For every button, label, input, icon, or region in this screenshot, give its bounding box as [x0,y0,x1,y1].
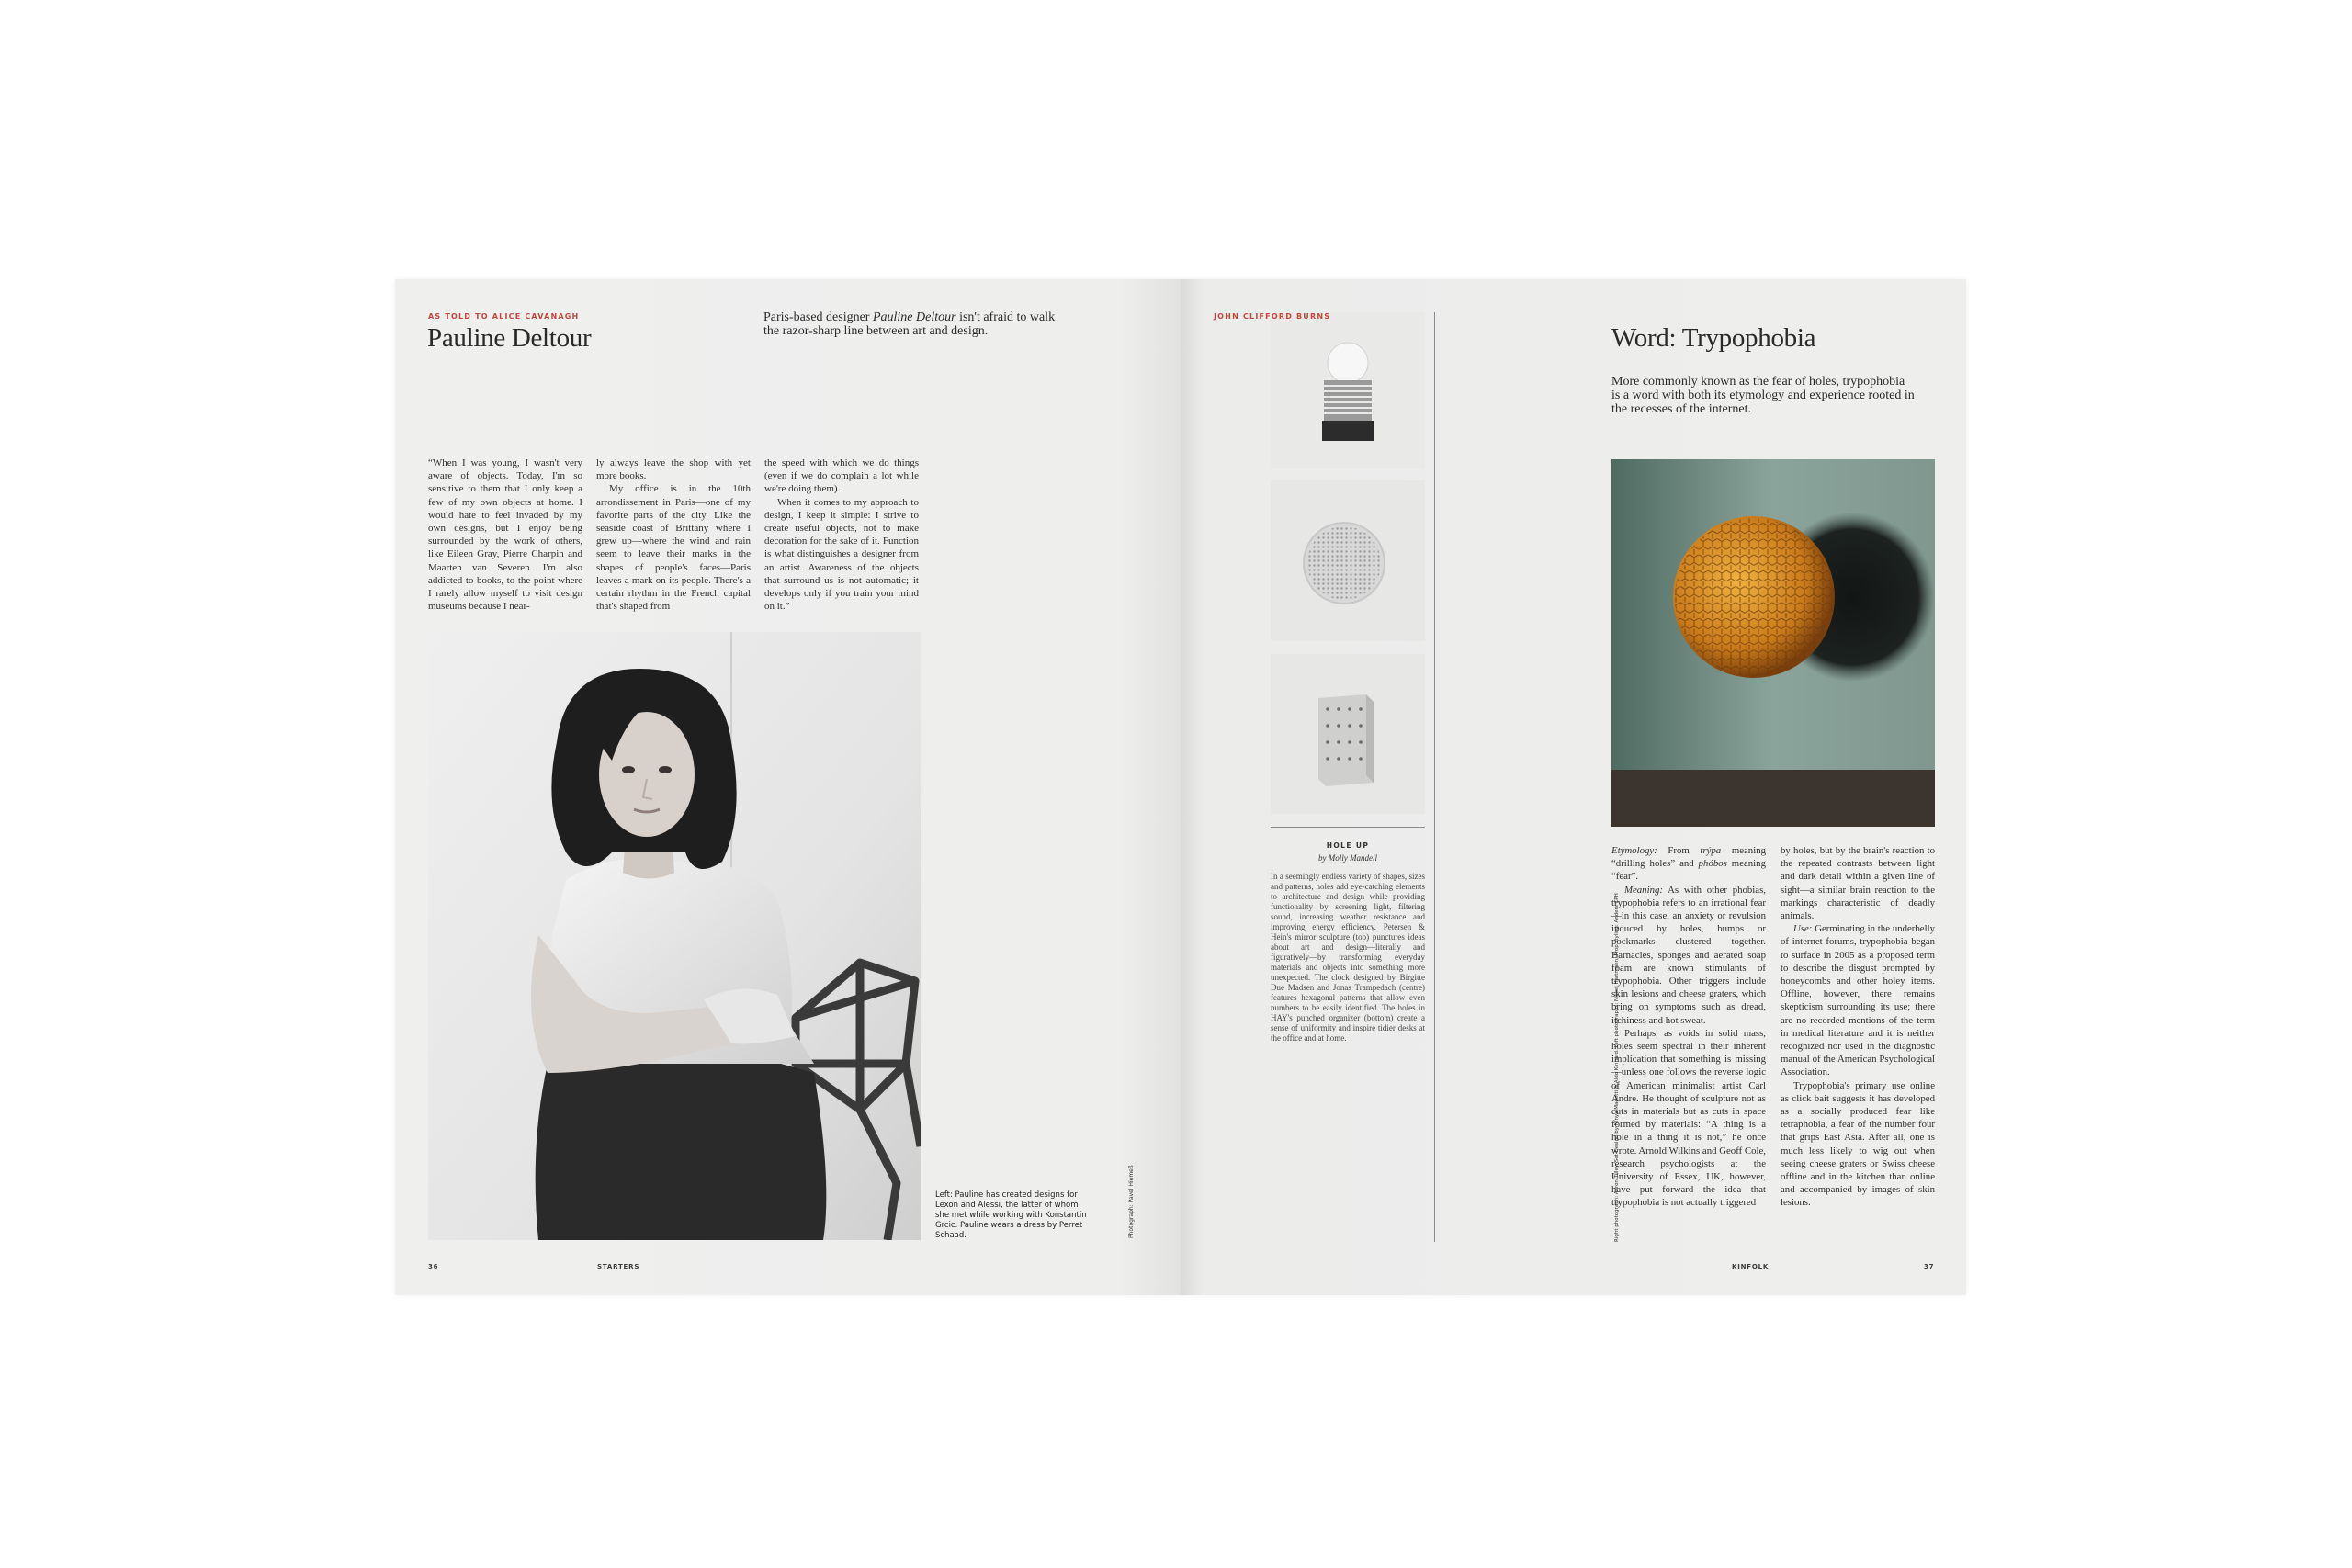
body-column-2: ly always leave the shop with yet more books. My office is in the 10th arrondissement in Paris—one of my favorite parts of the city. Like the seaside coast of Brittany where I grew up—where the wind and rain seem to leave their marks in the shapes of people's faces—Paris leaves a mark on its people. There's a certain rhythm in the French capital that's shaped from [596,457,751,613]
sidebar-title: HOLE UP [1326,841,1370,850]
etymology-paragraph: Etymology: From trýpa meaning “drilling holes” and phóbos meaning “fear”. [1611,845,1766,883]
article-title: Pauline Deltour [427,323,592,353]
use-paragraph: Use: Germinating in the underbelly of internet forums, trypophobia began to surface in 2005 as a proposed term to describe the disgust prompted by honeycombs and other holey items. Offline, however, there remains skepticism surrounding its use; there are no recorded mentions of the term in medical literature and it is neither recognized nor used in the diagnostic manual of the American Psychological Association. [1781,923,1935,1078]
sidebar-rule [1271,827,1425,828]
author-kicker: AS TOLD TO ALICE CAVANAGH [428,312,580,321]
punched-organizer-photo [1271,654,1425,814]
sidebar-body: In a seemingly endless variety of shapes, sizes and patterns, holes add eye-catching elements to architecture and design while providing functionality by screening light, filtering sound, increasing weather resistance and improving energy efficiency. Petersen & Hein's mirror sculpture (top) punctures ideas about art and design—literally and figuratively—by transforming everyday materials and objects into something more unexpected. The clock designed by Birgitte Due Madsen and Jonas Trampedach (centre) features hexagonal patterns that allow even numbers to be easily identified. The holes in HAY's punched organizer (bottom) create a sense of uniformity and inspire tidier desks at the office and at home. [1271,872,1425,1043]
author-kicker-right: JOHN CLIFFORD BURNS [1214,312,1331,321]
body-column-3: the speed with which we do things (even if we do complain a lot while we're doing them). When it comes to my approach to design, I keep it simple: I strive to create useful objects, not to make decoration for the sake of it. Function is what distinguishes a designer from an artist. Awareness of the objects that surround us is not automatic; it develops only if you train your mind on it.” [764,457,919,613]
word-title: Word: Trypophobia [1611,323,1816,353]
photo-credit: Photograph: Pavel Hiemeß [1128,1165,1135,1238]
page-number-left: 36 [428,1263,439,1270]
word-dek: More commonly known as the fear of holes, trypophobia is a word with both its etymology and experience rooted in the recesses of the internet. [1611,375,1915,416]
right-page [1181,279,1966,1295]
left-page [395,279,1181,1295]
magazine-spread [395,279,1966,1295]
word-column-2: by holes, but by the brain's reaction to the repeated contrasts between light and dark detail within a given line of sight—a similar brain reaction to the markings characteristic of deadly animals. Use: Germinating in the underbelly of internet forums, trypophobia began to surface in 2005 as a proposed term to describe the disgust prompted by honeycombs and other holey items. Offline, however, there remains skepticism surrounding its use; there are no recorded mentions of the term in medical literature and it is neither recognized nor used in the diagnostic manual of the American Psychological Association. Trypophobia's primary use online as click bait suggests it has developed as a socially produced fear like tetraphobia, a fear of the number four that grips East Asia. After all, one is much less likely to wig out when seeing cheese graters or Swiss cheese offline and in the kitchen than online and accompanied by images of skin lesions. [1781,845,1935,1209]
portrait-photo [428,632,921,1240]
honeycomb-photo [1611,459,1935,827]
photo-caption: Left: Pauline has created designs for Lexon and Alessi, the latter of whom she met while working with Konstantin Grcic. Pauline wears a dress by Perret Schaad. [935,1190,1087,1240]
body-column-1: “When I was young, I wasn't very aware of objects. Today, I'm so sensitive to them that I only keep a few of my own objects at home. I would hate to feel invaded by my own designs, but I enjoy being surrounded by the work of others, like Eileen Gray, Pierre Charpin and Maarten van Severen. I'm also addicted to books, to the point where I rarely allow myself to visit design museums because I near- [428,457,582,613]
article-dek: Paris-based designer Pauline Deltour isn't afraid to walk the razor-sharp line between art and design. [763,310,1056,338]
mirror-sculpture-photo [1271,312,1425,468]
section-name: STARTERS [597,1263,640,1270]
meaning-paragraph: Meaning: As with other phobias, trypophobia refers to an irrational fear—in this case, an anxiety or revulsion induced by holes, bumps or pockmarks clustered together. Barnacles, sponges and aerated soap foam are known stimulants of trypophobia. Other triggers include skin lesions and cheese graters, which bring on symptoms such as dread, itchiness and hot sweat. [1611,884,1766,1026]
sidebar-byline: by Molly Mandell [1318,853,1377,863]
magazine-name: KINFOLK [1732,1263,1770,1270]
column-divider [1434,312,1435,1242]
hex-clock-photo [1271,480,1425,641]
page-number-right: 37 [1924,1263,1935,1270]
word-column-1: Etymology: From trýpa meaning “drilling holes” and phóbos meaning “fear”. Meaning: As with other phobias, trypophobia refers to an irrational fear—in this case, an anxiety or revulsion induced by holes, bumps or pockmarks clustered together. Barnacles, sponges and aerated soap foam are known stimulants of trypophobia. Other triggers include skin lesions and cheese graters, which bring on symptoms such as dread, itchiness and hot sweat. Perhaps, as voids in solid mass, holes seem spectral in their inherent implication that something is missing—unless one follows the reverse logic of American minimalist artist Carl Andre. He thought of sculpture not as cuts in materials but as cuts in space formed by materials: “A thing is a hole in a thing it is not,” he once wrote. Arnold Wilkins and Geoff Cole, research psychologists at the University of Essex, UK, however, have put forward the idea that trypophobia is not actually triggered [1611,845,1766,1209]
photo-credit-right: Right photograph: Aaron Tilley. Set Design by Ninya Magetti & Aldo Kinnard. Left photographs: Nikkel Hartmann, Prop styling: Anders CPH [1614,893,1620,1242]
